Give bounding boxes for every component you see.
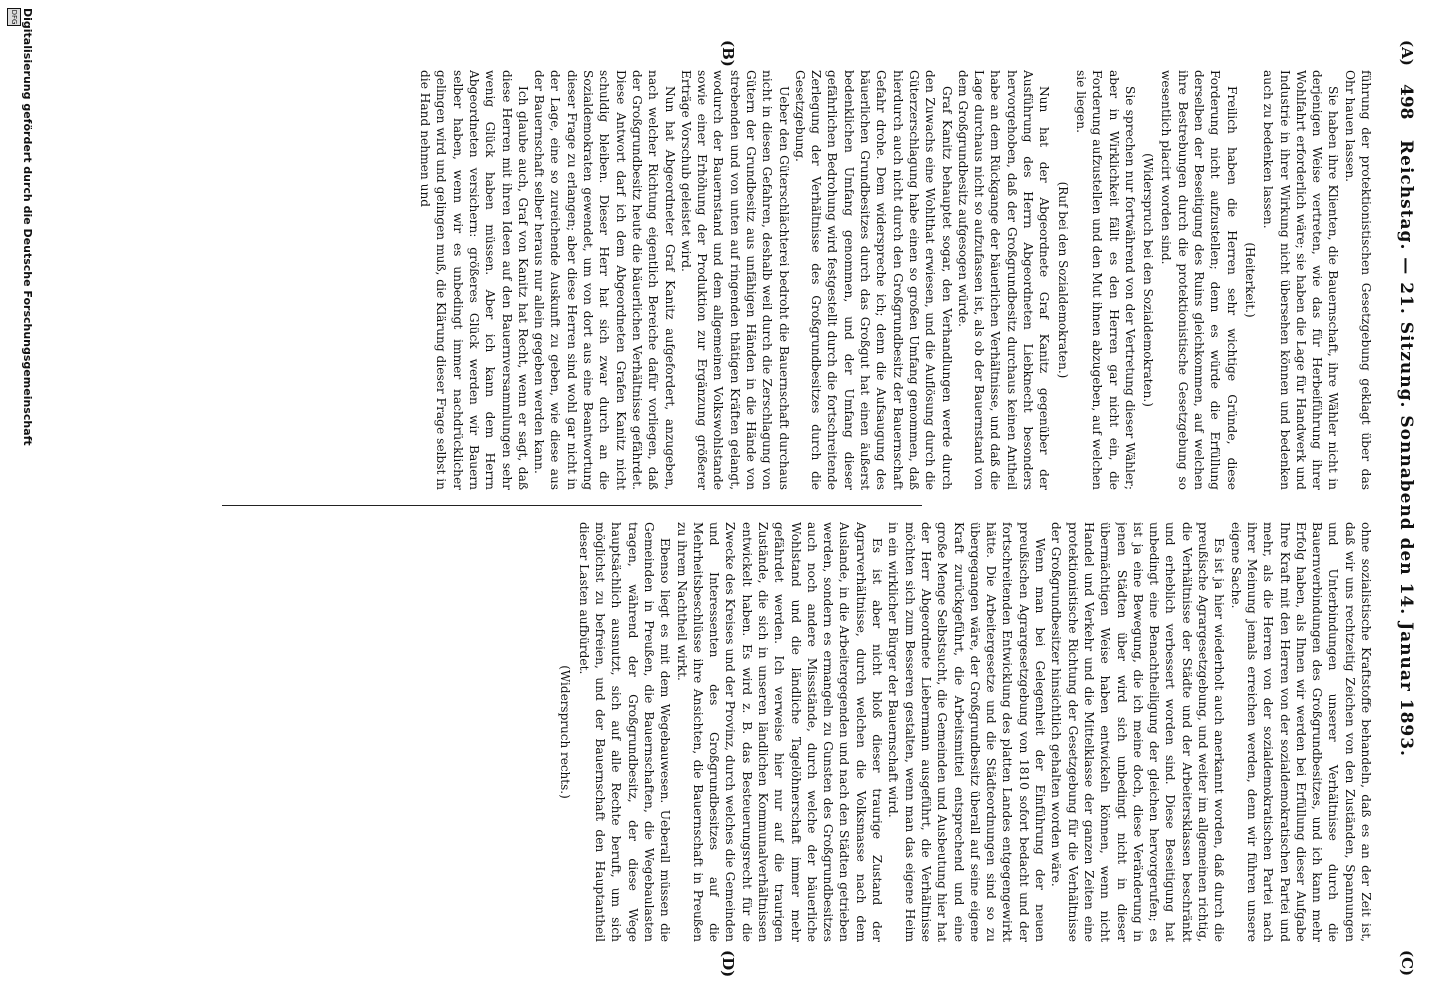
left-paragraph-5: Nun hat der Abgeordnete Graf Kanitz gegenüber der Ausführung des Herrn Abgeordneten Liebknecht besonders hervorgehoben, daß der Großgrundbesitz durchaus keinen Antheil habe an dem Rückgange der bäuerlichen Verhältnisse, und daß die Lage durchaus nicht so aufzufassen ist, als ob der Bauernstand von dem Großgrundbesitz aufgesogen würde. — [955, 70, 1052, 490]
left-column — [169, 70, 1374, 490]
left-interjection-3: (Ruf bei den Sozialdemokraten.) — [1055, 181, 1070, 379]
page-number: 498 — [1396, 84, 1416, 120]
right-paragraph-3: Wenn man bei Gelegenheit der Einführung der neuen preußischen Agrargesetzgebung von 1810 sofort bedacht und der fortschreitenden Entwicklung des platten Landes entgegengewirkt hätte. Die Arbeitergesetze und die Städteordnungen sind so zu übergegangen wäre, der Großgrundbesitz überall auf seine eigene Kraft zurückgeführt, die Arbeitsmittel entsprechend und eine große Menge Selbstsucht, die Gemeinden und Ausbeutung hier hat der Herr Abgeordnete Liebermann ausgeführt, die Verhältnisse möchten sich zum Besseren gestalten, wenn man das eigene Heim in ein wirklicher Bürger der Bauernschaft wird. — [886, 522, 1048, 942]
left-interjection-1: (Heiterkeit.) — [1242, 242, 1257, 318]
page-header — [1392, 0, 1416, 1000]
right-paragraph-4: Es ist aber nicht bloß dieser traurige Zustand der Agrarverhältnisse, durch welchen die Volksmasse nach dem Auslande, in die Arbeitergegenden und nach den Städten getrieben werden, sondern es ermangeln zu Gunsten des Großgrundbesitzes auch noch andere Missstände, durch welche der bäuerliche Wohlstand und die ländliche Tagelöhnerschaft immer mehr gefährdet werden. Ich verweise hier nur auf die traurigen Zustände, die sich in unseren ländlichen Kommunalverhältnissen entwickelt haben. Es wird z. B. das Besteuerungsrecht für die Zwecke des Kreises und der Provinz, durch welches die Gemeinden und Interessenten des Großgrundbesitzes auf die Mehrheitsbeschlüsse ihre Ansichten, die Bauernschaft in Preußen zu ihrem Nachtheil wirkt. — [674, 522, 885, 942]
right-paragraph-1: ohne sozialistische Kraftstoffe behandeln, daß es an der Zeit ist, daß wir uns rechtzeitig Zeichen von den Zuständen, Spannungen und Unterbindungen unserer Verhältnisse durch die Bauernverbindungen des Großgrundbesitzes, und ich kann mehr Erfolg haben, als Ihnen wir werden bei Erfüllung dieser Aufgabe Ihre Kraft mit den Herren von der sozialdemokratischen Partei und mehr, als die Herren von der sozialdemokratischen Partei nach ihrer Meinung jemals erreichen werden, denn wir führen unsere eigene Sache. — [1228, 522, 1373, 942]
left-interjection-2: (Widerspruch bei den Sozialdemokraten.) — [1141, 153, 1156, 407]
right-paragraph-2: Es ist ja hier wiederholt auch anerkannt worden, daß durch die preußische Agrargesetzgebung, und weiter im allgemeinen richtig, die Verhältnisse der Städte und der Arbeitersklassen beschränkt und erheblich verbessert worden sind. Diese Beseitigung hat unbedingt eine Benachtheiligung der gleichen hervorgerufen; es ist ja eine Bewegung, die ich meine doch, diese Veränderung in jenen Städten über wird sich unbedingt nicht in dieser übermächtigen Weise haben entwickeln können, wenn nicht Handel und Verkehr und die Mittelklasse der ganzen Zeiten eine protektionistische Richtung der Gesetzgebung für die Verhältnisse der Großgrundbesitzer hinsichtlich gehalten worden wäre. — [1049, 522, 1227, 942]
left-paragraph-7: Ueber den Güterschlächterei bedroht die Bauernschaft durchaus nicht in diesen Gefahren, deshalb weil durch die Zerschlagung von Gütern der Grundbesitz aus unfähigen Händen in die Hände von strebenden und von unten auf ringenden thätigen Kräften gelangt, wodurch der Bauernstand und dem allgemeinen Volkswohlstande sowie einer Erhöhung der Produktion zur Ergänzung größerer Erträge Vorschub geleistet wird. — [678, 70, 791, 490]
column-divider — [222, 505, 922, 506]
margin-mark-c: (C) — [1398, 950, 1416, 977]
digitization-credit: Digitalisierung gefördert durch die Deutsche Forschungsgemeinschaft — [21, 8, 34, 446]
left-paragraph-3: Freilich haben die Herren sehr wichtige Gründe, diese Forderung nicht aufzustellen; denn es würde die Erfüllung derselben der Beseitigung des Ruins gleichkommen, auf welchen ihre Bestrebungen durch die protektionistische Gesetzgebung so wesentlich placirt worden sind. — [1159, 70, 1239, 490]
right-interjection-1: (Widerspruch rechts.) — [558, 665, 573, 799]
dfg-logo-icon: DFG — [7, 8, 21, 26]
left-paragraph-1: führung der protektionistischen Gesetzgebung geklagt über das Ohr hauen lassen. — [1342, 70, 1373, 490]
running-title: Reichstag. — 21. Sitzung. Sonnabend den 14. Januar 1893. — [1396, 140, 1416, 757]
left-paragraph-2: Sie haben ihre Klienten, die Bauernschaft, ihre Wähler nicht in derjenigen Weise vertreten, wie das für Herbeiführung ihrer Wohlfahrt erforderlich wäre; sie haben die Lage für Handwerk und Industrie in ihrer Wirkung nicht übersehen können und bedenken auch zu bedenken lassen. — [1261, 70, 1341, 490]
right-column — [169, 522, 1374, 942]
left-paragraph-9: Ich glaube auch, Graf von Kanitz hat Recht, wenn er sagt, daß diese Herren mit ihren Ideen auf den Bauernversammlungen sehr wenig Glück haben müssen. Aber ich kann dem Herrn Abgeordneten versichern: größeres Glück werden wir Bauern selber haben, wenn wir es unbedingt immer nachdrücklicher gelingen wird und gelingen muß, die Klärung dieser Frage selbst in die Hand nehmen und — [418, 70, 530, 490]
margin-mark-d: (D) — [719, 950, 737, 978]
left-paragraph-4: Sie sprechen nur fortwährend von der Vertretung dieser Wähler; aber in Wirklichkeit fällt es den Herren gar nicht ein, die Forderung aufzustellen und den Mut ihnen abzugeben, auf welchen sie liegen. — [1073, 70, 1137, 490]
margin-mark-b: (B) — [719, 40, 737, 67]
left-paragraph-8: Nun hat Abgeordneter Graf Kanitz aufgefordert, anzugeben, nach welcher Richtung eigentlich Bereiche dafür vorliegen, daß der Großgrundbesitz heute die bäuerlichen Verhältnisse gefährdet. Diese Antwort darf ich dem Abgeordneten Grafen Kanitz nicht schuldig bleiben. Dieser Herr hat sich zwar durch an die Sozialdemokraten gewendet, um von dort aus eine Beantwortung dieser Frage zu erlangen; aber diese Herren sind wohl gar nicht in der Lage, eine so zureichende Auskunft zu geben, wie diese aus der Bauernschaft selber heraus nur allein gegeben werden kann. — [532, 70, 677, 490]
left-paragraph-6: Graf Kanitz behauptet sogar, den Verhandlungen werde durch den Zuwachs eine Wohlthat erwiesen, und die Auflösung durch die Güterzerschlagung habe einen so großen Umfang genommen, daß hierdurch auch nicht durch den Großgrundbesitz der Bauernschaft Gefahr drohe. Dem widerspreche ich; denn die Aufsaugung des bäuerlichen Grundbesitzes durch das Großgut hat einen äußerst bedenklichen Umfang genommen, und der Umfang dieser gefährlichen Bedrohung wird festgestellt durch die fortschreitende Zerlegung der Verhältnisse des Großgrundbesitzes durch die Gesetzgebung. — [792, 70, 954, 490]
margin-mark-a: (A) — [1398, 40, 1416, 66]
right-paragraph-5: Ebenso liegt es mit dem Wegebauwesen. Ueberall müssen die Gemeinden in Preußen, die Bauernschaften, die Wegebaulasten tragen, während der Großgrundbesitz, der diese Wege hauptsächlich ausnutzt, sich auf alle Rechte beruft, um sich möglichst zu befreien, und der Bauernschaft den Hauptantheil dieser Lasten aufbürdet. — [576, 522, 673, 942]
